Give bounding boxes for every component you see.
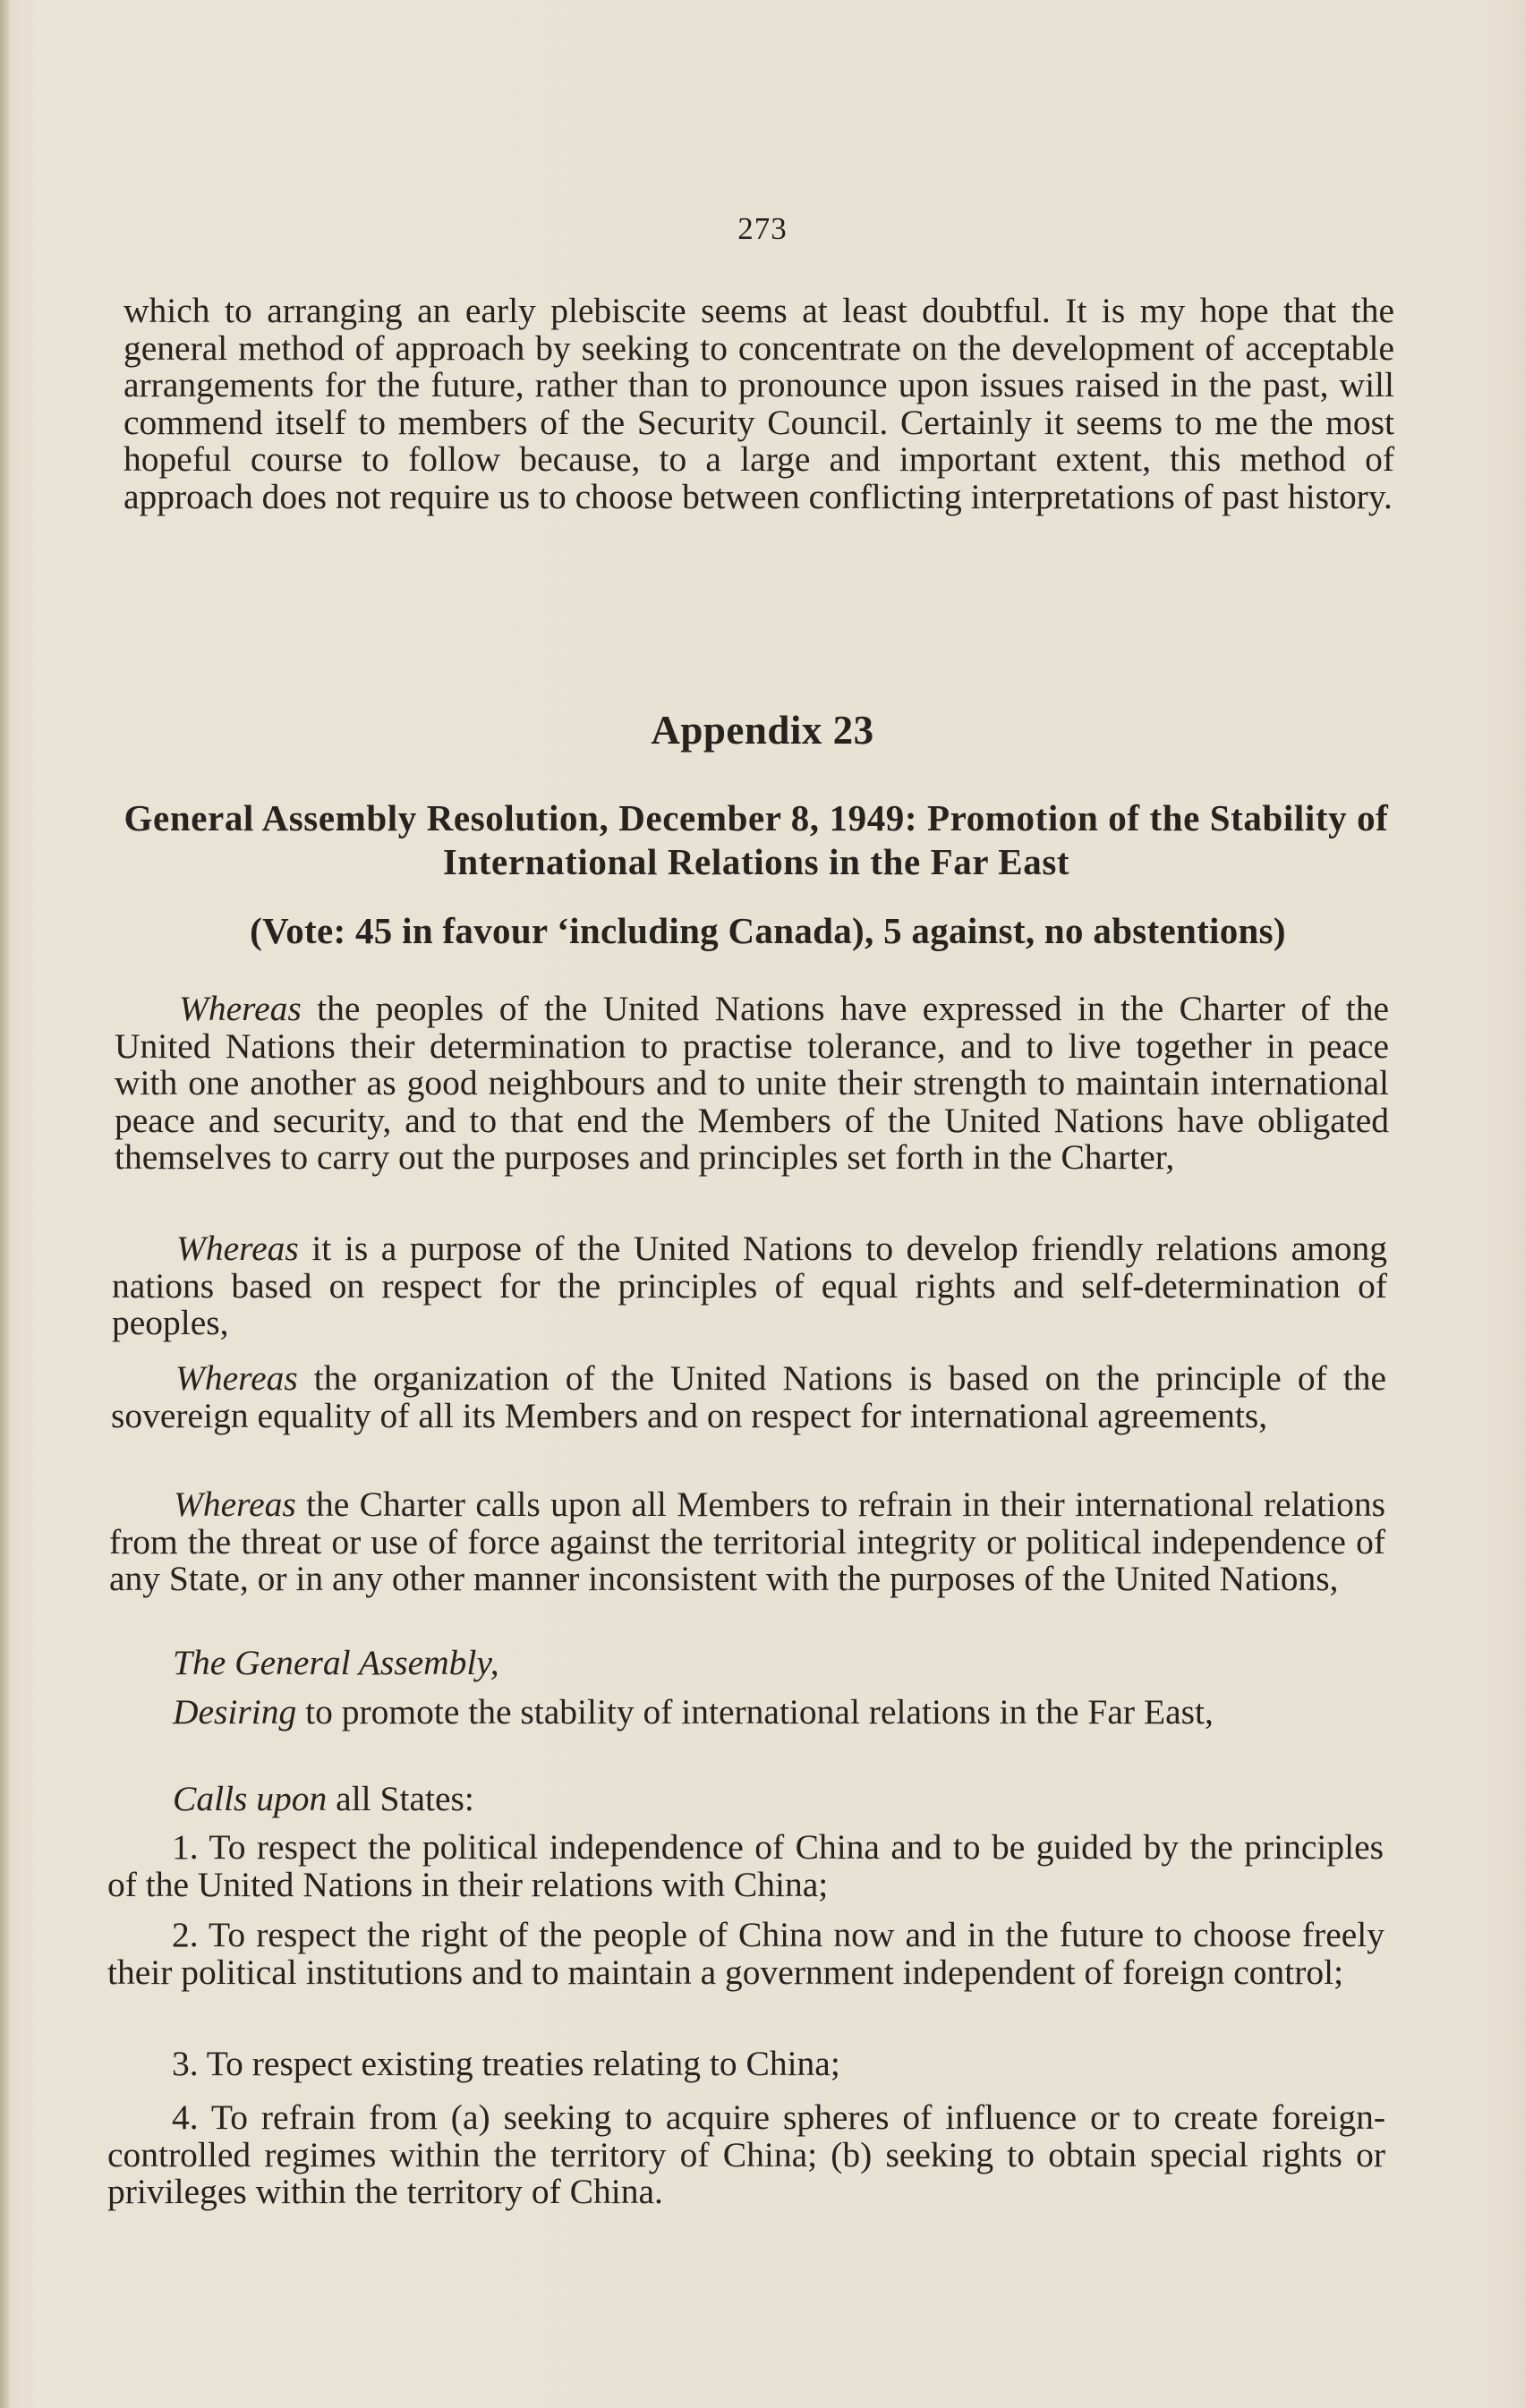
- calls-upon-text: all States:: [327, 1779, 474, 1818]
- general-assembly-line: [108, 1645, 1384, 1682]
- item-text: 4. To refrain from (a) seeking to acquire spheres of influence or to create foreign-controlled regimes within the territory of China; (b) seeking to obtain special rights or privileges within the territory of China.: [107, 2097, 1385, 2211]
- page-number: 273: [737, 211, 788, 246]
- preamble-paragraph-1: [115, 991, 1389, 1177]
- preamble-text: the peoples of the United Nations have expressed in the Charter of the United Nations their determination to practise tolerance, and to live together in peace with one another as good neighbours and to unite their strength to maintain international peace and security, and to that end the Members of the United Nations have obligated themselves to carry out the purposes and principles set forth in the Charter,: [115, 989, 1389, 1177]
- desiring-lead: Desiring: [173, 1692, 297, 1732]
- item-text: 3. To respect existing treaties relating to China;: [172, 2044, 840, 2083]
- resolution-item-3: [107, 2046, 1384, 2083]
- whereas-lead: Whereas: [175, 1358, 298, 1398]
- resolution-item-2: [107, 1917, 1384, 1991]
- resolution-item-4: [107, 2099, 1385, 2211]
- appendix-title: Appendix 23: [651, 708, 874, 753]
- intro-paragraph: which to arranging an early plebiscite seems at least doubtful. It is my hope that the general method of approach by seeking to concentrate on the development of acceptable arrangements for the future, rather than to pronounce upon issues raised in the past, will commend itself to members of the Security Council. Certainly it seems to me the most hopeful course to follow because, to a large and important extent, this method of approach does not require us to choose between conflicting interpretations of past history.: [124, 291, 1394, 516]
- whereas-lead: Whereas: [176, 1229, 299, 1268]
- preamble-text: the organization of the United Nations is based on the principle of the sovereign equality of all its Members and on respect for international agreements,: [111, 1358, 1386, 1435]
- calls-upon-line: [108, 1781, 1384, 1818]
- calls-upon-lead: Calls upon: [173, 1779, 328, 1818]
- preamble-paragraph-2: [112, 1230, 1387, 1342]
- preamble-paragraph-4: [109, 1486, 1385, 1598]
- desiring-paragraph: [108, 1694, 1384, 1732]
- preamble-paragraph-3: [111, 1360, 1386, 1434]
- page-binding-edge: [0, 0, 9, 2408]
- item-text: 1. To respect the political independence of China and to be guided by the principles of the United Nations in their relations with China;: [107, 1827, 1384, 1904]
- vote-summary: (Vote: 45 in favour ʻincluding Canada), 5 against, no abstentions): [250, 910, 1286, 951]
- general-assembly-label: The General Assembly,: [173, 1643, 499, 1682]
- whereas-lead: Whereas: [179, 989, 302, 1028]
- resolution-heading: General Assembly Resolution, December 8, 1949: Promotion of the Stability of International Relations in the Far East: [124, 797, 1389, 882]
- preamble-text: the Charter calls upon all Members to refrain in their international relations from the threat or use of force against the territorial integrity or political independence of any State, or in any other manner inconsistent with the purposes of the United Nations,: [109, 1485, 1385, 1598]
- desiring-text: to promote the stability of international relations in the Far East,: [296, 1692, 1214, 1732]
- whereas-lead: Whereas: [174, 1485, 296, 1524]
- item-text: 2. To respect the right of the people of China now and in the future to choose freely their political institutions and to maintain a government independent of foreign control;: [107, 1915, 1384, 1992]
- preamble-text: it is a purpose of the United Nations to develop friendly relations among nations based on respect for the principles of equal rights and self-determination of peoples,: [112, 1229, 1387, 1342]
- resolution-item-1: [107, 1829, 1384, 1903]
